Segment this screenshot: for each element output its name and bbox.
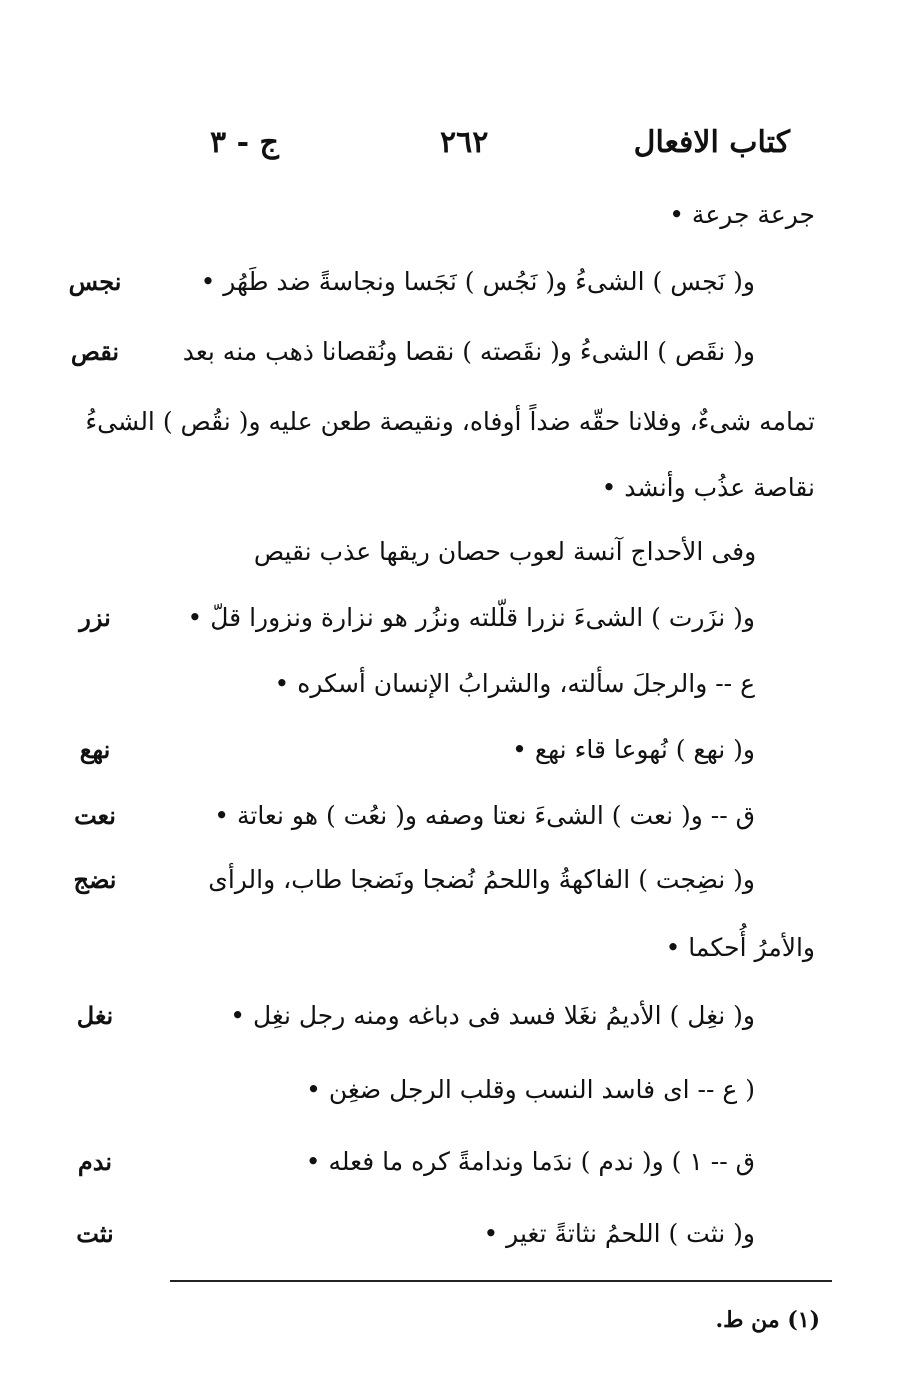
page-number: ٢٦٢ bbox=[440, 125, 489, 160]
root-word-nadaj: نضج bbox=[73, 865, 117, 894]
text-line: و( نضِجت ) الفاكهةُ واللحمُ نُضجا ونَضجا طاب، والرأى bbox=[208, 865, 755, 894]
text-line: تمامه شىءٌ، وفلانا حقّه ضداً أوفاه، ونقيصة طعن عليه و( نقُص ) الشىءُ bbox=[85, 407, 815, 436]
text-line: ق -- ١ ) و( ندم ) ندَما وندامةً كره ما فعله • bbox=[305, 1147, 755, 1176]
text-line: و( نَجس ) الشىءُ و( نَجُس ) نَجَسا ونجاسةً ضد طَهُر • bbox=[200, 267, 755, 296]
root-word-nagas: نجس bbox=[68, 267, 122, 296]
volume-label: ج - ٣ bbox=[210, 125, 279, 160]
text-line: ( ع -- اى فاسد النسب وقلب الرجل ضغِن • bbox=[306, 1075, 755, 1104]
book-title: كتاب الافعال bbox=[633, 125, 790, 160]
text-line: و( نقَص ) الشىءُ و( نقَصته ) نقصا ونُقصانا ذهب منه بعد bbox=[182, 337, 755, 366]
text-line: و( نزَرت ) الشىءَ نزرا قلّلته ونزُر هو نزارة ونزورا قلّ • bbox=[187, 603, 755, 632]
root-word-naghal: نغل bbox=[76, 1001, 114, 1030]
root-word-naqas: نقص bbox=[70, 337, 120, 366]
page-header bbox=[190, 125, 790, 175]
text-line: والأمرُ أُحكما • bbox=[665, 933, 815, 962]
text-line: ع -- والرجلَ سألته، والشرابُ الإنسان أسكره • bbox=[274, 669, 755, 698]
footnote-divider bbox=[170, 1280, 832, 1282]
root-word-naha: نهع bbox=[79, 735, 111, 764]
footnote: (١) من ط. bbox=[715, 1307, 820, 1333]
text-line: و( نهع ) نُهوعا قاء نهع • bbox=[512, 735, 755, 764]
root-word-nathat: نثت bbox=[76, 1219, 114, 1248]
text-line: جرعة جرعة • bbox=[669, 200, 815, 229]
text-line: و( نثت ) اللحمُ نثاتةً تغير • bbox=[483, 1219, 755, 1248]
text-line: ق -- و( نعت ) الشىءَ نعتا وصفه و( نعُت ) هو نعاتة • bbox=[214, 801, 755, 830]
root-word-naat: نعت bbox=[74, 801, 116, 830]
verse-line: وفى الأحداج آنسة لعوب حصان ريقها عذب نقيص bbox=[253, 537, 757, 566]
root-word-nadam: ندم bbox=[77, 1147, 113, 1176]
root-word-nazar: نزر bbox=[79, 603, 111, 632]
text-line: و( نغِل ) الأديمُ نغَلا فسد فى دباغه ومنه رجل نغِل • bbox=[230, 1001, 755, 1030]
text-line: نقاصة عذُب وأنشد • bbox=[601, 473, 815, 502]
